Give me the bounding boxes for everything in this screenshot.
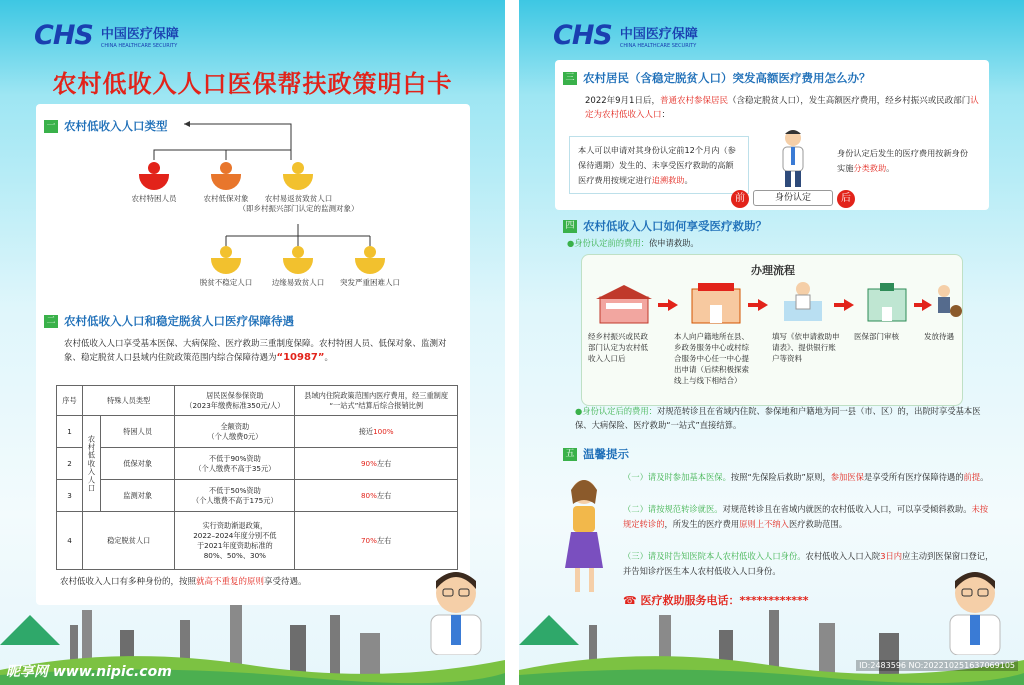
phone-icon: ☎ xyxy=(623,594,641,607)
left-panel xyxy=(0,0,505,685)
flow-arrow xyxy=(914,303,922,307)
cell-no: 1 xyxy=(57,416,83,448)
service-center-icon xyxy=(690,279,742,325)
cell-ratio xyxy=(295,480,458,512)
tip1-label: （一）请及时参加基本医保。 xyxy=(623,472,731,482)
tip3-red: 3日内 xyxy=(880,551,903,561)
section5-head xyxy=(563,446,629,462)
government-building-icon xyxy=(596,283,652,325)
retro-red: 追溯救助 xyxy=(651,175,685,185)
section1-title: 农村低收入人口类型 xyxy=(64,119,168,133)
tip-2 xyxy=(623,502,995,532)
classified-text: 身份认定后发生的医疗费用按新身份实施 xyxy=(837,148,969,173)
flow-step-1: 经乡村振兴或民政部门认定为农村低收入人口后 xyxy=(588,332,648,363)
cell-no: 3 xyxy=(57,480,83,512)
brand-name-en: CHINA HEALTHCARE SECURITY xyxy=(100,42,178,49)
watermark-left: 昵享网 www.nipic.com xyxy=(6,664,172,680)
ratio-value: 90% xyxy=(360,458,377,468)
brand-name: 中国医疗保障 xyxy=(100,26,179,42)
type-dibao-label: 农村低保对象 xyxy=(203,194,249,203)
type-tekun-label: 农村特困人员 xyxy=(131,194,177,203)
classified-red: 分类救助 xyxy=(853,163,887,173)
footer-red: 就高不重复的原则 xyxy=(196,577,265,587)
section2-card xyxy=(36,305,470,605)
ratio-post: 左右 xyxy=(376,490,392,500)
cell-ratio xyxy=(295,416,458,448)
classified-box xyxy=(829,140,979,188)
hands-person-icon xyxy=(139,162,169,190)
green-dot-icon: ● xyxy=(567,238,575,248)
process-flow xyxy=(581,254,963,406)
chs-logo: CHS xyxy=(34,20,93,51)
brand-name: 中国医疗保障 xyxy=(619,26,698,42)
ratio-post: 左右 xyxy=(376,535,392,545)
retro-end: 。 xyxy=(684,175,693,185)
tip2-end: 医疗救助范围。 xyxy=(788,519,848,529)
type-bianyuan-label: 边缘易致贫人口 xyxy=(271,278,325,287)
benefit-table xyxy=(56,385,458,570)
identity-label: 身份认定 xyxy=(753,190,833,206)
cell-ratio xyxy=(295,512,458,570)
flow-arrow xyxy=(834,303,844,307)
pre-text: 依申请救助。 xyxy=(648,238,699,248)
flow-arrow xyxy=(658,303,668,307)
section2-title: 农村低收入人口和稳定脱贫人口医疗保障待遇 xyxy=(64,314,294,328)
tip3-label: （三）请及时告知医院本人农村低收入人口身份。 xyxy=(623,551,806,561)
table-row xyxy=(57,480,458,512)
ratio-post: 左右 xyxy=(376,458,392,468)
before-badge: 前 xyxy=(731,190,749,208)
tip1-pre: 按照“先保险后救助”原则， xyxy=(730,472,831,482)
flow-arrow-head xyxy=(922,299,932,311)
cell-no: 2 xyxy=(57,448,83,480)
type-tuopin-unstable-label: 脱贫不稳定人口 xyxy=(199,278,253,287)
medical-building-icon xyxy=(864,281,910,323)
type-tufa xyxy=(334,246,406,288)
tip3-end: 应主动到医保窗口登记，并告知诊疗医生本人农村低收入人口身份。 xyxy=(623,551,994,576)
th-type: 特殊人员类型 xyxy=(83,386,175,416)
intro-value: “10987” xyxy=(276,352,325,363)
after-badge: 后 xyxy=(837,190,855,208)
pre-fee-line xyxy=(567,236,967,250)
pre-label: 身份认定前的费用： xyxy=(574,238,649,248)
cell-subsidy: 实行资助渐退政策， 2022–2024年度分别不低 于2021年度资助标准的 80%、50%、30% xyxy=(175,512,295,570)
cell-no: 4 xyxy=(57,512,83,570)
p1-mid: （含稳定脱贫人口），发生高额医疗费用，经乡村振兴或民政部门 xyxy=(727,96,971,106)
hands-person-icon xyxy=(283,162,313,190)
hotline-value: ************ xyxy=(739,594,809,607)
table-row xyxy=(57,416,458,448)
hands-person-icon xyxy=(211,246,241,274)
flow-step-4: 医保部门审核 xyxy=(854,332,899,341)
type-fanpin-note: （即乡村振兴部门认定的监测对象） xyxy=(238,204,359,213)
type-tekun xyxy=(118,162,190,204)
identity-timeline xyxy=(731,188,857,208)
type-fanpin-label: 农村易返贫致贫人口 xyxy=(264,194,333,203)
section5-num: 五 xyxy=(563,448,577,461)
section2-num: 二 xyxy=(44,315,58,328)
ratio-value: 100% xyxy=(373,426,394,436)
section2-intro-text: 农村低收入人口享受基本医保、大病保险、医疗救助三重制度保障。农村特困人员、低保对象、监测对象、稳定脱贫人口县域内住院政策范围内综合保障待遇为 xyxy=(64,339,447,363)
watermark-right: ID:2483596 NO:20221025163706910​5 xyxy=(856,660,1018,671)
group-label: 农村低收入人口 xyxy=(83,416,101,512)
type-tufa-label: 突发严重困难人口 xyxy=(340,278,400,287)
tip2-red: 未按规定转诊的 xyxy=(623,504,989,529)
cell-type: 低保对象 xyxy=(101,448,175,480)
doctor-illustration xyxy=(936,563,1014,655)
brand-logo xyxy=(34,20,179,51)
ratio-pre: 接近 xyxy=(358,426,374,436)
tip2-pre: 对规范转诊且在省域内就医的农村低收入人口，可以享受倾斜救助。 xyxy=(722,504,972,514)
type-fanpin xyxy=(226,162,371,214)
type-tuopin-unstable xyxy=(190,246,262,288)
hands-person-icon xyxy=(355,246,385,274)
flow-step-5: 发放待遇 xyxy=(924,332,954,341)
section3-num: 三 xyxy=(563,72,577,85)
th-subsidy: 居民医保参保资助 （2023年缴费标准350元/人） xyxy=(175,386,295,416)
brand-name-en: CHINA HEALTHCARE SECURITY xyxy=(619,42,697,49)
cell-type: 稳定脱贫人口 xyxy=(83,512,175,570)
person-icon xyxy=(763,128,823,190)
flow-arrow xyxy=(748,303,758,307)
section1-num: 一 xyxy=(44,120,58,133)
section3-intro xyxy=(585,94,981,122)
section3-title: 农村居民（含稳定脱贫人口）突发高额医疗费用怎么办？ xyxy=(583,71,871,85)
flow-title: 办理流程 xyxy=(751,264,795,277)
section5-title: 温馨提示 xyxy=(583,447,629,461)
table-row xyxy=(57,512,458,570)
tip2-mid: ，所发生的医疗费用 xyxy=(664,519,740,529)
hotline-label: 医疗救助服务电话： xyxy=(640,594,740,607)
payment-icon xyxy=(932,283,962,323)
post-label: 身份认定后的费用： xyxy=(582,406,657,416)
flow-arrow-head xyxy=(758,299,768,311)
page-title: 农村低收入人口医保帮扶政策明白卡 xyxy=(52,70,453,98)
flow-arrow-head xyxy=(668,299,678,311)
p1-end: ： xyxy=(661,110,671,120)
classified-end: 。 xyxy=(886,163,895,173)
tip1-end: 。 xyxy=(980,472,989,482)
retro-text: 本人可以申请对其身份认定前12个月内（参保待遇期）发生的、未享受医疗救助的高额医疗费用按规定进行 xyxy=(578,145,736,185)
section1-card xyxy=(36,104,470,312)
cell-type: 监测对象 xyxy=(101,480,175,512)
chs-logo: CHS xyxy=(553,20,612,51)
table-header-row xyxy=(57,386,458,416)
post-fee-line xyxy=(575,404,995,432)
form-filling-icon xyxy=(778,279,828,325)
cell-subsidy: 不低于90%资助 （个人缴费不高于35元） xyxy=(175,448,295,480)
section4-num: 四 xyxy=(563,220,577,233)
th-no: 序号 xyxy=(57,386,83,416)
flow-step-3: 填写《依申请救助申请表》、提供银行账户等资料 xyxy=(772,332,840,363)
tip1-red: 参加医保 xyxy=(830,472,864,482)
footer-pre: 农村低收入人口有多种身份的，按照 xyxy=(60,577,197,587)
tip3-pre: 农村低收入人口入院 xyxy=(805,551,881,561)
cell-subsidy: 全额资助 （个人缴费0元） xyxy=(175,416,295,448)
right-panel xyxy=(519,0,1024,685)
tip1-red2: 前提 xyxy=(963,472,981,482)
type-bianyuan xyxy=(262,246,334,288)
flow-step-2: 本人向户籍地所在县、乡政务服务中心或村综合服务中心任一中心提出申请（后续积极探索线上与线下相结合） xyxy=(674,332,749,385)
hands-person-icon xyxy=(283,246,313,274)
ratio-value: 80% xyxy=(360,490,377,500)
tip2-red2: 原则上不纳入 xyxy=(739,519,789,529)
section4-title: 农村低收入人口如何享受医疗救助？ xyxy=(583,219,767,233)
tip-1 xyxy=(623,470,995,485)
green-dot-icon: ● xyxy=(575,406,583,416)
table-row xyxy=(57,448,458,480)
flow-arrow-head xyxy=(844,299,854,311)
brand-logo xyxy=(553,20,698,51)
cell-subsidy: 不低于50%资助 （个人缴费不高于175元） xyxy=(175,480,295,512)
doctor-illustration xyxy=(417,563,495,655)
p1-red: 普通农村参保居民 xyxy=(659,96,728,106)
p1-pre: 2022年9月1日后， xyxy=(585,96,660,106)
section2-intro xyxy=(64,337,456,365)
ratio-value: 70% xyxy=(360,535,377,545)
cell-type: 特困人员 xyxy=(101,416,175,448)
th-ratio: 县域内住院政策范围内医疗费用，经三重制度 “一站式”结算后综合报销比例 xyxy=(295,386,458,416)
p1-red2: 认定为农村低收入人口 xyxy=(585,96,979,120)
tip2-label: （二）请按规范转诊就医。 xyxy=(623,504,723,514)
post-text: 对规范转诊且在省域内住院、参保地和户籍地为同一县（市、区）的，出院时享受基本医保、大病保险、医疗救助“一站式”直接结算。 xyxy=(575,406,981,430)
footer-post: 享受待遇。 xyxy=(264,577,307,587)
cell-ratio xyxy=(295,448,458,480)
retro-box xyxy=(569,136,749,194)
intro-end: 。 xyxy=(324,353,333,363)
tip1-mid: 是享受所有医疗保障待遇的 xyxy=(863,472,964,482)
